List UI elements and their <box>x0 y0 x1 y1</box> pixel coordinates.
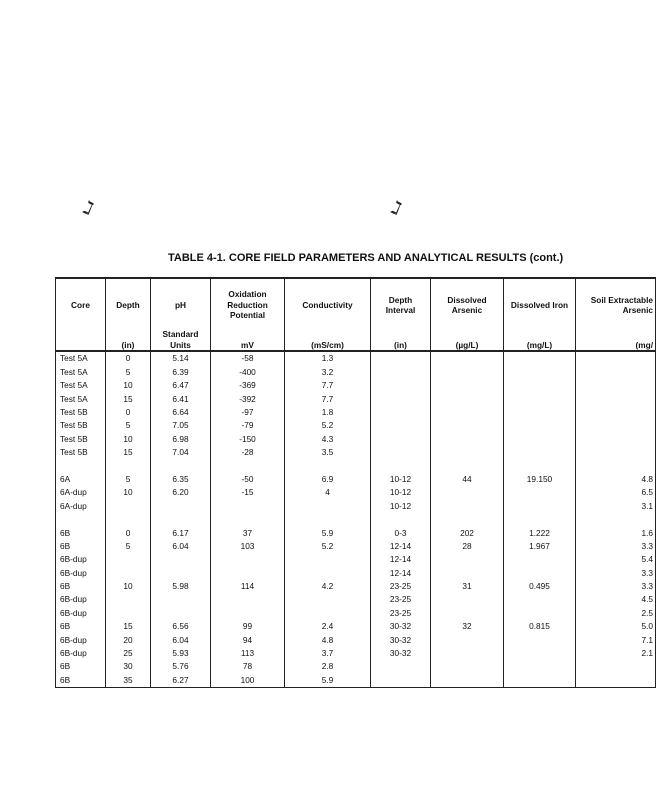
cell-dissolved-iron <box>504 351 576 365</box>
cell-orp: -15 <box>211 486 285 499</box>
cell-orp: -50 <box>211 473 285 486</box>
unit-ph <box>151 329 211 351</box>
cell-conductivity: 6.9 <box>285 473 371 486</box>
table-row <box>56 660 656 673</box>
cell-core: 6B-dup <box>56 566 106 579</box>
cell-dissolved-iron <box>504 365 576 378</box>
unit-dissolved-arsenic: (µg/L) <box>431 329 504 351</box>
cell-depth: 10 <box>106 379 151 392</box>
cell-dissolved-arsenic <box>431 513 504 526</box>
cell-soil-extractable-arsenic <box>576 459 656 472</box>
cell-depth: 5 <box>106 473 151 486</box>
cell-core: 6A <box>56 473 106 486</box>
cell-depth: 0 <box>106 526 151 539</box>
cell-soil-extractable-arsenic <box>576 513 656 526</box>
cell-dissolved-iron <box>504 392 576 405</box>
unit-ph-text: Standard Units <box>162 329 199 350</box>
punch-hole-mark-left: ℷ <box>79 197 97 220</box>
cell-depth <box>106 566 151 579</box>
cell-core: Test 5B <box>56 419 106 432</box>
cell-depth-interval <box>371 379 431 392</box>
cell-conductivity: 5.2 <box>285 419 371 432</box>
header-dissolved-iron: Dissolved Iron <box>504 278 576 329</box>
cell-ph: 6.39 <box>151 365 211 378</box>
cell-dissolved-iron <box>504 566 576 579</box>
cell-conductivity: 7.7 <box>285 392 371 405</box>
cell-ph <box>151 459 211 472</box>
cell-soil-extractable-arsenic <box>576 379 656 392</box>
cell-ph: 6.64 <box>151 406 211 419</box>
cell-core: 6A-dup <box>56 499 106 512</box>
cell-conductivity: 3.7 <box>285 647 371 660</box>
cell-conductivity: 5.9 <box>285 673 371 687</box>
cell-dissolved-iron <box>504 459 576 472</box>
cell-ph: 6.04 <box>151 633 211 646</box>
cell-ph <box>151 553 211 566</box>
cell-core: 6B-dup <box>56 633 106 646</box>
cell-core <box>56 459 106 472</box>
cell-orp: -28 <box>211 446 285 459</box>
cell-orp: -150 <box>211 432 285 445</box>
table-row <box>56 513 656 526</box>
cell-ph: 6.17 <box>151 526 211 539</box>
cell-conductivity: 1.8 <box>285 406 371 419</box>
cell-conductivity <box>285 566 371 579</box>
cell-dissolved-arsenic: 31 <box>431 580 504 593</box>
cell-ph <box>151 593 211 606</box>
cell-core: Test 5A <box>56 379 106 392</box>
table-row <box>56 499 656 512</box>
cell-depth-interval: 10-12 <box>371 499 431 512</box>
cell-orp <box>211 459 285 472</box>
cell-depth: 0 <box>106 406 151 419</box>
cell-ph: 5.98 <box>151 580 211 593</box>
cell-core: 6B-dup <box>56 553 106 566</box>
cell-conductivity: 2.4 <box>285 620 371 633</box>
cell-dissolved-arsenic <box>431 351 504 365</box>
cell-dissolved-arsenic <box>431 566 504 579</box>
cell-orp <box>211 499 285 512</box>
cell-dissolved-arsenic <box>431 673 504 687</box>
cell-soil-extractable-arsenic <box>576 432 656 445</box>
cell-dissolved-iron: 19.150 <box>504 473 576 486</box>
cell-soil-extractable-arsenic <box>576 673 656 687</box>
cell-conductivity: 7.7 <box>285 379 371 392</box>
cell-depth <box>106 553 151 566</box>
cell-dissolved-iron <box>504 486 576 499</box>
unit-core <box>56 329 106 351</box>
cell-depth-interval: 23-25 <box>371 606 431 619</box>
header-depth-interval: Depth Interval <box>371 278 431 329</box>
cell-depth: 10 <box>106 432 151 445</box>
cell-depth: 0 <box>106 351 151 365</box>
cell-ph: 6.20 <box>151 486 211 499</box>
cell-dissolved-iron <box>504 513 576 526</box>
cell-orp: 103 <box>211 539 285 552</box>
cell-dissolved-arsenic: 28 <box>431 539 504 552</box>
cell-core: Test 5B <box>56 446 106 459</box>
cell-depth-interval: 30-32 <box>371 620 431 633</box>
table-row <box>56 539 656 552</box>
table-row <box>56 459 656 472</box>
cell-depth: 10 <box>106 580 151 593</box>
cell-conductivity <box>285 499 371 512</box>
data-table-container <box>55 277 653 685</box>
header-core: Core <box>56 278 106 329</box>
cell-core: Test 5B <box>56 406 106 419</box>
cell-ph: 6.56 <box>151 620 211 633</box>
cell-dissolved-iron <box>504 419 576 432</box>
cell-orp: 37 <box>211 526 285 539</box>
cell-dissolved-iron: 1.222 <box>504 526 576 539</box>
cell-conductivity: 4.3 <box>285 432 371 445</box>
cell-core: 6B-dup <box>56 606 106 619</box>
header-orp: Oxidation Reduction Potential <box>211 278 285 329</box>
cell-core: 6B <box>56 673 106 687</box>
cell-orp <box>211 593 285 606</box>
cell-depth: 15 <box>106 620 151 633</box>
table-row <box>56 580 656 593</box>
cell-orp: 113 <box>211 647 285 660</box>
cell-ph <box>151 499 211 512</box>
unit-conductivity: (mS/cm) <box>285 329 371 351</box>
cell-ph: 7.05 <box>151 419 211 432</box>
cell-core: 6B-dup <box>56 647 106 660</box>
cell-dissolved-arsenic <box>431 486 504 499</box>
cell-conductivity <box>285 459 371 472</box>
cell-conductivity <box>285 513 371 526</box>
cell-ph: 6.35 <box>151 473 211 486</box>
cell-conductivity: 3.5 <box>285 446 371 459</box>
cell-dissolved-arsenic <box>431 647 504 660</box>
table-row <box>56 351 656 365</box>
cell-depth-interval <box>371 459 431 472</box>
cell-depth-interval <box>371 446 431 459</box>
punch-hole-mark-right: ℷ <box>387 197 405 220</box>
cell-ph <box>151 513 211 526</box>
header-depth: Depth <box>106 278 151 329</box>
cell-orp: -400 <box>211 365 285 378</box>
cell-soil-extractable-arsenic: 2.1 <box>576 647 656 660</box>
unit-depth: (in) <box>106 329 151 351</box>
cell-depth: 10 <box>106 486 151 499</box>
cell-core: 6B-dup <box>56 593 106 606</box>
table-row <box>56 553 656 566</box>
cell-depth: 5 <box>106 365 151 378</box>
table-row <box>56 446 656 459</box>
cell-ph: 6.47 <box>151 379 211 392</box>
cell-depth-interval <box>371 419 431 432</box>
header-conductivity: Conductivity <box>285 278 371 329</box>
cell-ph: 6.04 <box>151 539 211 552</box>
cell-core: Test 5A <box>56 351 106 365</box>
cell-depth: 5 <box>106 539 151 552</box>
cell-dissolved-iron <box>504 553 576 566</box>
cell-core: Test 5A <box>56 365 106 378</box>
cell-conductivity: 1.3 <box>285 351 371 365</box>
cell-core: 6B <box>56 620 106 633</box>
cell-dissolved-iron <box>504 673 576 687</box>
table-title: TABLE 4-1. CORE FIELD PARAMETERS AND ANALYTICAL RESULTS (cont.) <box>168 252 564 264</box>
cell-depth: 15 <box>106 446 151 459</box>
cell-soil-extractable-arsenic: 4.8 <box>576 473 656 486</box>
cell-core: 6B <box>56 526 106 539</box>
cell-orp: 78 <box>211 660 285 673</box>
header-ph: pH <box>151 278 211 329</box>
cell-ph: 6.41 <box>151 392 211 405</box>
cell-core: Test 5A <box>56 392 106 405</box>
table-row <box>56 593 656 606</box>
cell-dissolved-arsenic <box>431 379 504 392</box>
table-row <box>56 486 656 499</box>
cell-core: 6B <box>56 539 106 552</box>
cell-dissolved-arsenic <box>431 432 504 445</box>
cell-depth-interval: 10-12 <box>371 473 431 486</box>
cell-orp: -369 <box>211 379 285 392</box>
cell-soil-extractable-arsenic: 2.5 <box>576 606 656 619</box>
cell-dissolved-arsenic <box>431 593 504 606</box>
cell-dissolved-arsenic <box>431 365 504 378</box>
table-row <box>56 406 656 419</box>
cell-soil-extractable-arsenic: 4.5 <box>576 593 656 606</box>
cell-conductivity: 4.8 <box>285 633 371 646</box>
cell-core: 6B <box>56 660 106 673</box>
cell-conductivity: 4 <box>285 486 371 499</box>
cell-soil-extractable-arsenic <box>576 392 656 405</box>
table-row <box>56 526 656 539</box>
cell-soil-extractable-arsenic <box>576 351 656 365</box>
cell-depth-interval: 12-14 <box>371 566 431 579</box>
cell-core: Test 5B <box>56 432 106 445</box>
cell-soil-extractable-arsenic <box>576 406 656 419</box>
unit-dissolved-iron: (mg/L) <box>504 329 576 351</box>
cell-depth-interval: 12-14 <box>371 553 431 566</box>
cell-depth-interval <box>371 513 431 526</box>
unit-depth-interval: (in) <box>371 329 431 351</box>
cell-ph: 6.98 <box>151 432 211 445</box>
cell-depth-interval <box>371 365 431 378</box>
cell-depth <box>106 513 151 526</box>
cell-dissolved-iron <box>504 606 576 619</box>
data-table <box>55 277 656 688</box>
cell-depth-interval <box>371 673 431 687</box>
cell-soil-extractable-arsenic: 3.3 <box>576 580 656 593</box>
cell-dissolved-arsenic <box>431 446 504 459</box>
cell-ph: 6.27 <box>151 673 211 687</box>
cell-dissolved-iron <box>504 446 576 459</box>
table-row <box>56 392 656 405</box>
units-row <box>56 329 656 351</box>
cell-dissolved-arsenic <box>431 459 504 472</box>
cell-soil-extractable-arsenic <box>576 419 656 432</box>
cell-dissolved-arsenic <box>431 553 504 566</box>
cell-conductivity: 5.9 <box>285 526 371 539</box>
table-row <box>56 365 656 378</box>
table-row <box>56 633 656 646</box>
cell-dissolved-iron: 1.967 <box>504 539 576 552</box>
unit-orp: mV <box>211 329 285 351</box>
cell-dissolved-arsenic <box>431 392 504 405</box>
cell-core: 6B <box>56 580 106 593</box>
table-row <box>56 620 656 633</box>
cell-ph: 7.04 <box>151 446 211 459</box>
cell-depth-interval: 12-14 <box>371 539 431 552</box>
cell-dissolved-iron <box>504 647 576 660</box>
table-row <box>56 606 656 619</box>
cell-depth-interval: 30-32 <box>371 633 431 646</box>
cell-ph: 5.76 <box>151 660 211 673</box>
cell-dissolved-iron <box>504 379 576 392</box>
table-row <box>56 432 656 445</box>
cell-orp: 114 <box>211 580 285 593</box>
cell-soil-extractable-arsenic <box>576 365 656 378</box>
table-row <box>56 473 656 486</box>
table-row <box>56 419 656 432</box>
cell-depth: 35 <box>106 673 151 687</box>
cell-depth <box>106 459 151 472</box>
cell-depth-interval <box>371 660 431 673</box>
cell-dissolved-iron <box>504 633 576 646</box>
cell-depth: 5 <box>106 419 151 432</box>
cell-dissolved-arsenic <box>431 406 504 419</box>
cell-dissolved-arsenic <box>431 419 504 432</box>
cell-soil-extractable-arsenic: 3.3 <box>576 539 656 552</box>
cell-orp: -392 <box>211 392 285 405</box>
cell-depth-interval <box>371 432 431 445</box>
cell-dissolved-arsenic <box>431 633 504 646</box>
cell-soil-extractable-arsenic: 3.1 <box>576 499 656 512</box>
table-row <box>56 566 656 579</box>
cell-dissolved-iron: 0.495 <box>504 580 576 593</box>
cell-orp <box>211 606 285 619</box>
cell-depth: 25 <box>106 647 151 660</box>
cell-core: 6A-dup <box>56 486 106 499</box>
cell-dissolved-iron <box>504 432 576 445</box>
cell-orp: 99 <box>211 620 285 633</box>
cell-dissolved-arsenic: 32 <box>431 620 504 633</box>
cell-depth <box>106 499 151 512</box>
cell-soil-extractable-arsenic <box>576 660 656 673</box>
cell-ph: 5.14 <box>151 351 211 365</box>
cell-depth-interval: 23-25 <box>371 580 431 593</box>
cell-orp: 94 <box>211 633 285 646</box>
table-row <box>56 647 656 660</box>
cell-dissolved-iron: 0.815 <box>504 620 576 633</box>
cell-conductivity: 2.8 <box>285 660 371 673</box>
header-soil-extractable-arsenic: Soil Extractable Arsenic <box>576 278 656 329</box>
cell-depth-interval: 30-32 <box>371 647 431 660</box>
cell-dissolved-arsenic <box>431 660 504 673</box>
cell-dissolved-iron <box>504 406 576 419</box>
cell-orp: -79 <box>211 419 285 432</box>
cell-orp: 100 <box>211 673 285 687</box>
cell-soil-extractable-arsenic: 3.3 <box>576 566 656 579</box>
cell-soil-extractable-arsenic: 7.1 <box>576 633 656 646</box>
cell-depth <box>106 606 151 619</box>
cell-conductivity <box>285 553 371 566</box>
header-dissolved-arsenic: Dissolved Arsenic <box>431 278 504 329</box>
cell-depth-interval <box>371 392 431 405</box>
cell-depth-interval: 23-25 <box>371 593 431 606</box>
cell-depth: 30 <box>106 660 151 673</box>
cell-dissolved-iron <box>504 593 576 606</box>
cell-orp: -97 <box>211 406 285 419</box>
cell-ph: 5.93 <box>151 647 211 660</box>
cell-conductivity <box>285 606 371 619</box>
cell-core <box>56 513 106 526</box>
cell-dissolved-arsenic: 44 <box>431 473 504 486</box>
table-body <box>56 351 656 687</box>
cell-soil-extractable-arsenic: 5.4 <box>576 553 656 566</box>
cell-orp <box>211 513 285 526</box>
cell-depth-interval: 10-12 <box>371 486 431 499</box>
cell-dissolved-arsenic: 202 <box>431 526 504 539</box>
cell-dissolved-arsenic <box>431 499 504 512</box>
cell-orp <box>211 553 285 566</box>
cell-dissolved-arsenic <box>431 606 504 619</box>
unit-soil-extractable-arsenic: (mg/ <box>576 329 656 351</box>
cell-depth-interval <box>371 351 431 365</box>
cell-dissolved-iron <box>504 499 576 512</box>
table-row <box>56 673 656 687</box>
cell-conductivity: 5.2 <box>285 539 371 552</box>
cell-conductivity <box>285 593 371 606</box>
cell-depth-interval: 0-3 <box>371 526 431 539</box>
cell-conductivity: 3.2 <box>285 365 371 378</box>
cell-depth: 20 <box>106 633 151 646</box>
cell-depth: 15 <box>106 392 151 405</box>
cell-conductivity: 4.2 <box>285 580 371 593</box>
cell-depth-interval <box>371 406 431 419</box>
table-row <box>56 379 656 392</box>
cell-depth <box>106 593 151 606</box>
cell-soil-extractable-arsenic: 5.0 <box>576 620 656 633</box>
header-row <box>56 278 656 329</box>
cell-soil-extractable-arsenic: 1.6 <box>576 526 656 539</box>
cell-ph <box>151 566 211 579</box>
cell-soil-extractable-arsenic: 6.5 <box>576 486 656 499</box>
cell-dissolved-iron <box>504 660 576 673</box>
cell-soil-extractable-arsenic <box>576 446 656 459</box>
cell-orp: -58 <box>211 351 285 365</box>
cell-orp <box>211 566 285 579</box>
cell-ph <box>151 606 211 619</box>
